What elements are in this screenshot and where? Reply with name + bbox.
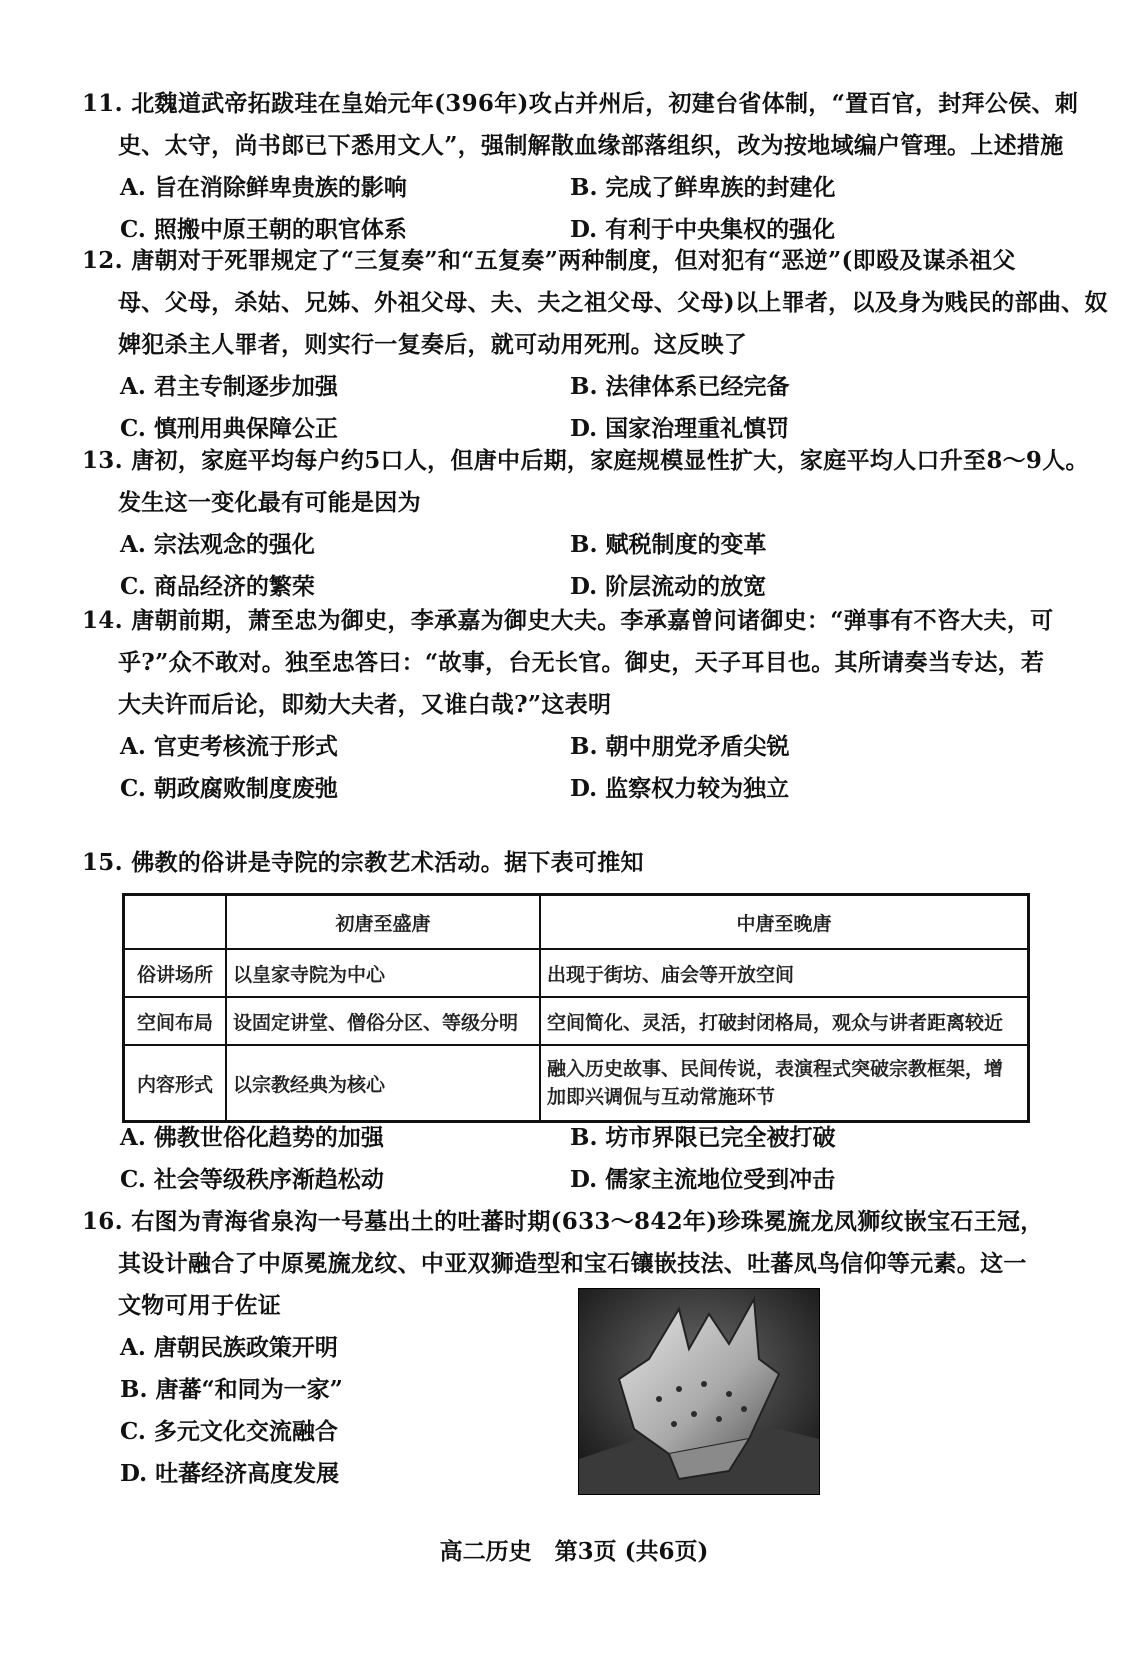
option-c[interactable]: C. 照搬中原王朝的职官体系 bbox=[120, 216, 407, 243]
option-b[interactable]: B. 完成了鲜卑族的封建化 bbox=[570, 174, 836, 201]
question-stem-line: 其设计融合了中原冕旒龙纹、中亚双狮造型和宝石镶嵌技法、吐蕃凤鸟信仰等元素。这一 bbox=[118, 1250, 1027, 1277]
options-grid bbox=[82, 726, 1062, 810]
row-header-cell: 俗讲场所 bbox=[124, 949, 227, 997]
table-row bbox=[124, 1045, 1029, 1122]
question-15-options bbox=[82, 1117, 1062, 1201]
option-d[interactable]: D. 阶层流动的放宽 bbox=[570, 573, 767, 600]
option-a[interactable]: A. 唐朝民族政策开明 bbox=[120, 1334, 338, 1361]
option-d[interactable]: D. 监察权力较为独立 bbox=[570, 775, 790, 802]
option-a[interactable]: A. 君主专制逐步加强 bbox=[120, 373, 338, 400]
table-cell: 出现于街坊、庙会等开放空间 bbox=[540, 949, 1029, 997]
option-d[interactable]: D. 国家治理重礼慎罚 bbox=[570, 415, 790, 442]
crown-relic-image bbox=[579, 1289, 819, 1494]
option-c[interactable]: C. 朝政腐败制度废弛 bbox=[120, 775, 338, 802]
option-d[interactable]: D. 吐蕃经济高度发展 bbox=[120, 1460, 340, 1487]
option-c[interactable]: C. 社会等级秩序渐趋松动 bbox=[120, 1166, 384, 1193]
question-stem-line: 12. 唐朝对于死罪规定了“三复奏”和“五复奏”两种制度，但对犯有“恶逆”(即殴及谋杀祖父 bbox=[82, 247, 1016, 274]
options-grid bbox=[82, 1117, 1062, 1201]
question-stem-line: 16. 右图为青海省泉沟一号墓出土的吐蕃时期(633～842年)珍珠冕旒龙凤狮纹嵌宝石王冠， bbox=[82, 1208, 1044, 1235]
table-header-cell: 初唐至盛唐 bbox=[226, 895, 540, 950]
options-grid bbox=[82, 366, 1062, 450]
comparison-table bbox=[122, 893, 1030, 1123]
question-stem-line: 14. 唐朝前期，萧至忠为御史，李承嘉为御史大夫。李承嘉曾问诸御史：“弹事有不咨大夫，可 bbox=[82, 607, 1054, 634]
option-d[interactable]: D. 儒家主流地位受到冲击 bbox=[570, 1166, 836, 1193]
option-a[interactable]: A. 旨在消除鲜卑贵族的影响 bbox=[120, 174, 407, 201]
question-11 bbox=[82, 83, 1079, 251]
option-c[interactable]: C. 商品经济的繁荣 bbox=[120, 573, 315, 600]
option-b[interactable]: B. 朝中朋党矛盾尖锐 bbox=[570, 733, 790, 760]
table-header-row bbox=[124, 895, 1029, 950]
option-a[interactable]: A. 宗法观念的强化 bbox=[120, 531, 315, 558]
question-stem-line: 婢犯杀主人罪者，则实行一复奏后，就可动用死刑。这反映了 bbox=[118, 331, 748, 358]
table-row bbox=[124, 949, 1029, 997]
question-stem-line: 11. 北魏道武帝拓跋珪在皇始元年(396年)攻占并州后，初建台省体制，“置百官，封拜公侯、刺 bbox=[82, 90, 1079, 117]
row-header-cell: 内容形式 bbox=[124, 1045, 227, 1122]
question-stem-line: 大夫许而后论，即劾大夫者，又谁白哉?”这表明 bbox=[118, 691, 612, 718]
table-row bbox=[124, 997, 1029, 1045]
table-header-cell bbox=[124, 895, 227, 950]
option-d[interactable]: D. 有利于中央集权的强化 bbox=[570, 216, 836, 243]
option-c[interactable]: C. 慎刑用典保障公正 bbox=[120, 415, 338, 442]
option-a[interactable]: A. 官吏考核流于形式 bbox=[120, 733, 338, 760]
option-b[interactable]: B. 赋税制度的变革 bbox=[570, 531, 767, 558]
table-cell: 空间简化、灵活，打破封闭格局，观众与讲者距离较近 bbox=[540, 997, 1029, 1045]
option-b[interactable]: B. 法律体系已经完备 bbox=[570, 373, 790, 400]
question-stem-line: 史、太守，尚书郎已下悉用文人”，强制解散血缘部落组织，改为按地域编户管理。上述措施 bbox=[118, 132, 1064, 159]
option-b[interactable]: B. 唐蕃“和同为一家” bbox=[120, 1376, 343, 1403]
question-stem-line: 发生这一变化最有可能是因为 bbox=[118, 489, 421, 516]
table-cell: 融入历史故事、民间传说，表演程式突破宗教框架，增加即兴调侃与互动常施环节 bbox=[540, 1045, 1029, 1122]
page-footer: 高二历史 第3页 (共6页) bbox=[439, 1538, 709, 1565]
table-cell: 以宗教经典为核心 bbox=[226, 1045, 540, 1122]
crown-relic-photo bbox=[578, 1288, 820, 1495]
options-list bbox=[82, 1369, 1062, 1495]
table-header-cell: 中唐至晚唐 bbox=[540, 895, 1029, 950]
option-b[interactable]: B. 坊市界限已完全被打破 bbox=[570, 1124, 836, 1151]
options-grid bbox=[82, 524, 1062, 608]
question-13 bbox=[82, 440, 1089, 608]
question-16-options bbox=[82, 1369, 1062, 1495]
question-15 bbox=[82, 842, 1062, 884]
option-a[interactable]: A. 佛教世俗化趋势的加强 bbox=[120, 1124, 384, 1151]
question-stem-line: 乎?”众不敢对。独至忠答曰：“故事，台无长官。御史，天子耳目也。其所请奏当专达，若 bbox=[118, 649, 1045, 676]
question-14 bbox=[82, 600, 1062, 810]
table-cell: 设固定讲堂、僧俗分区、等级分明 bbox=[226, 997, 540, 1045]
question-stem-line: 15. 佛教的俗讲是寺院的宗教艺术活动。据下表可推知 bbox=[82, 849, 644, 876]
question-12 bbox=[82, 240, 1108, 450]
options-grid bbox=[82, 167, 1062, 251]
question-stem-line: 母、父母，杀姑、兄姊、外祖父母、夫、夫之祖父母、父母)以上罪者，以及身为贱民的部曲、奴 bbox=[118, 289, 1108, 316]
row-header-cell: 空间布局 bbox=[124, 997, 227, 1045]
option-c[interactable]: C. 多元文化交流融合 bbox=[120, 1418, 338, 1445]
table-cell: 以皇家寺院为中心 bbox=[226, 949, 540, 997]
question-stem-line: 文物可用于佐证 bbox=[118, 1292, 282, 1319]
question-stem-line: 13. 唐初，家庭平均每户约5口人，但唐中后期，家庭规模显性扩大，家庭平均人口升至8～9人。 bbox=[82, 447, 1089, 474]
